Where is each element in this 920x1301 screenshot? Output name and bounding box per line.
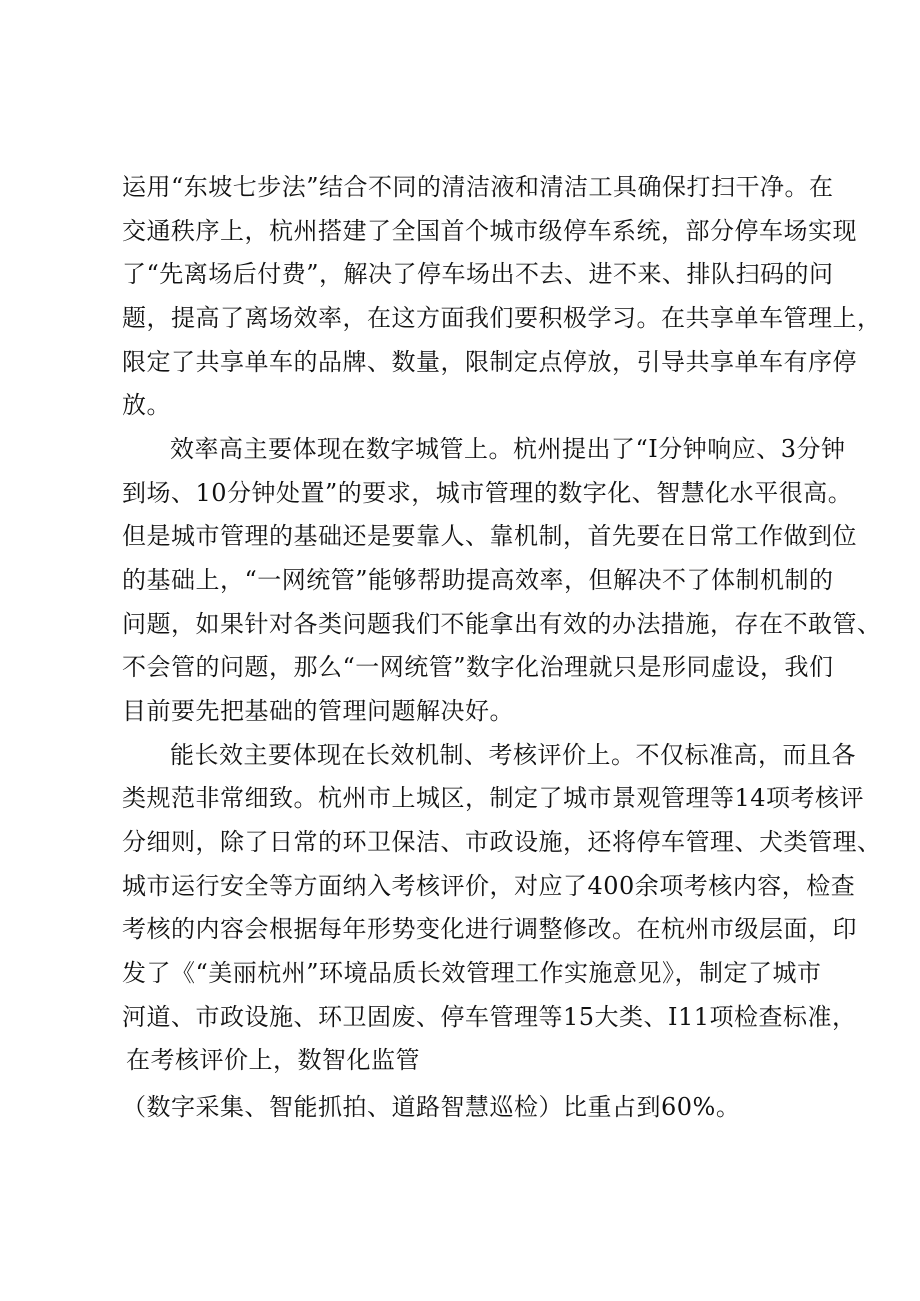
paragraph-1-line-5: 限定了共享单车的品牌、数量，限制定点停放，引导共享单车有序停 [122,348,857,376]
paragraph-3-line-2: 类规范非常细致。杭州市上城区，制定了城市景观管理等14项考核评 [122,784,865,812]
paragraph-3-line-8: 在考核评价上，数智化监管 [126,1046,420,1074]
paragraph-3-line-1: 能长效主要体现在长效机制、考核评价上。不仅标准高，而且各 [170,741,856,769]
paragraph-2-line-1: 效率高主要体现在数字城管上。杭州提出了“I分钟响应、3分钟 [170,435,846,463]
paragraph-3-line-4: 城市运行安全等方面纳入考核评价，对应了400余项考核内容，检查 [122,872,856,900]
paragraph-1-line-6: 放。 [122,391,171,419]
paragraph-3-line-9: （数字采集、智能抓拍、道路智慧巡检）比重占到60%。 [122,1093,741,1121]
paragraph-2-line-3: 但是城市管理的基础还是要靠人、靠机制，首先要在日常工作做到位 [122,522,857,550]
paragraph-2-line-2: 到场、10分钟处置”的要求，城市管理的数字化、智慧化水平很高。 [122,479,853,507]
paragraph-3-line-5: 考核的内容会根据每年形势变化进行调整修改。在杭州市级层面，印 [122,915,857,943]
paragraph-1-line-1: 运用“东坡七步法”结合不同的清洁液和清洁工具确保打扫干净。在 [122,173,834,201]
paragraph-2-line-6: 不会管的问题，那么“一网统管”数字化治理就只是形同虚设，我们 [122,653,834,681]
paragraph-3-line-3: 分细则，除了日常的环卫保洁、市政设施，还将停车管理、犬类管理、 [122,828,882,856]
paragraph-1-line-4: 题，提高了离场效率，在这方面我们要积极学习。在共享单车管理上， [122,304,882,332]
paragraph-1-line-2: 交通秩序上，杭州搭建了全国首个城市级停车系统，部分停车场实现 [122,217,857,245]
paragraph-3-line-6: 发了《“美丽杭州”环境品质长效管理工作实施意见》，制定了城市 [122,959,822,987]
paragraph-1-line-3: 了“先离场后付费”，解决了停车场出不去、进不来、排队扫码的问 [122,260,834,288]
paragraph-2-line-4: 的基础上，“一网统管”能够帮助提高效率，但解决不了体制机制的 [122,566,834,594]
paragraph-2-line-7: 目前要先把基础的管理问题解决好。 [122,697,514,725]
paragraph-2-line-5: 问题，如果针对各类问题我们不能拿出有效的办法措施，存在不敢管、 [122,610,882,638]
paragraph-3-line-7: 河道、市政设施、环卫固废、停车管理等15大类、I11项检查标准， [122,1003,857,1031]
